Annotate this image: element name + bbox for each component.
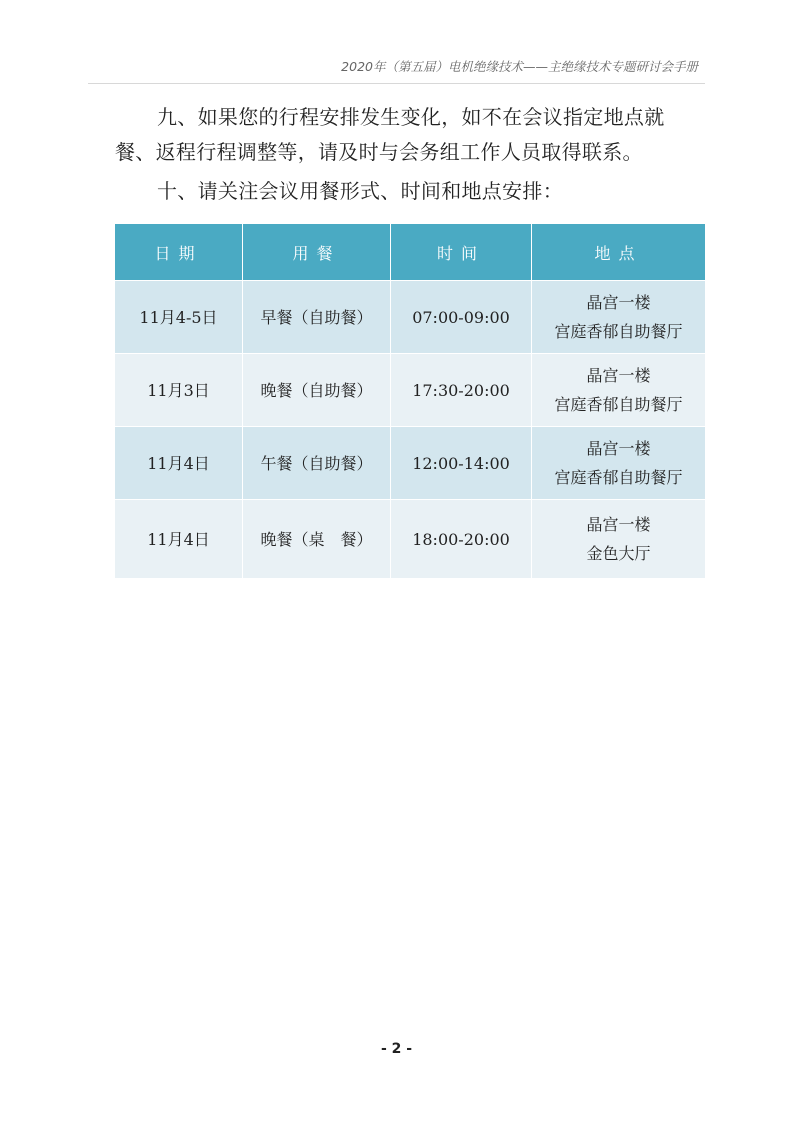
location-building: 晶宫一楼 [586, 366, 651, 385]
header-time: 时间 [391, 224, 532, 281]
table-row [115, 354, 706, 427]
location-venue: 宫庭香郁自助餐厅 [554, 395, 683, 414]
location-building: 晶宫一楼 [586, 439, 651, 458]
table-row [115, 427, 706, 500]
cell-meal: 午餐（自助餐） [243, 427, 391, 500]
cell-meal: 早餐（自助餐） [243, 281, 391, 354]
cell-date: 11月4日 [115, 500, 243, 579]
location-building: 晶宫一楼 [586, 515, 651, 534]
cell-date: 11月4日 [115, 427, 243, 500]
header-rule [88, 83, 705, 84]
cell-time: 17:30-20:00 [391, 354, 532, 427]
paragraph-10: 十、请关注会议用餐形式、时间和地点安排： [157, 179, 563, 203]
table-row [115, 500, 706, 579]
cell-date: 11月3日 [115, 354, 243, 427]
header-date: 日期 [115, 224, 243, 281]
cell-time: 18:00-20:00 [391, 500, 532, 579]
cell-meal: 晚餐（桌 餐） [243, 500, 391, 579]
page-header-title: 2020年（第五届）电机绝缘技术——主绝缘技术专题研讨会手册 [341, 59, 698, 74]
cell-location [532, 354, 706, 427]
page-number: - 2 - [380, 1041, 413, 1057]
location-building: 晶宫一楼 [586, 293, 651, 312]
header-location: 地点 [532, 224, 706, 281]
table-header-row [115, 224, 706, 281]
cell-time: 12:00-14:00 [391, 427, 532, 500]
meal-schedule-table [114, 223, 706, 579]
location-venue: 宫庭香郁自助餐厅 [554, 322, 683, 341]
cell-meal: 晚餐（自助餐） [243, 354, 391, 427]
paragraph-9: 九、如果您的行程安排发生变化，如不在会议指定地点就餐、返程行程调整等，请及时与会务组工作人员取得联系。 [115, 105, 665, 164]
cell-date: 11月4-5日 [115, 281, 243, 354]
cell-location [532, 500, 706, 579]
cell-time: 07:00-09:00 [391, 281, 532, 354]
cell-location [532, 281, 706, 354]
table-row [115, 281, 706, 354]
location-venue: 金色大厅 [586, 544, 651, 563]
cell-location [532, 427, 706, 500]
location-venue: 宫庭香郁自助餐厅 [554, 468, 683, 487]
header-meal: 用餐 [243, 224, 391, 281]
